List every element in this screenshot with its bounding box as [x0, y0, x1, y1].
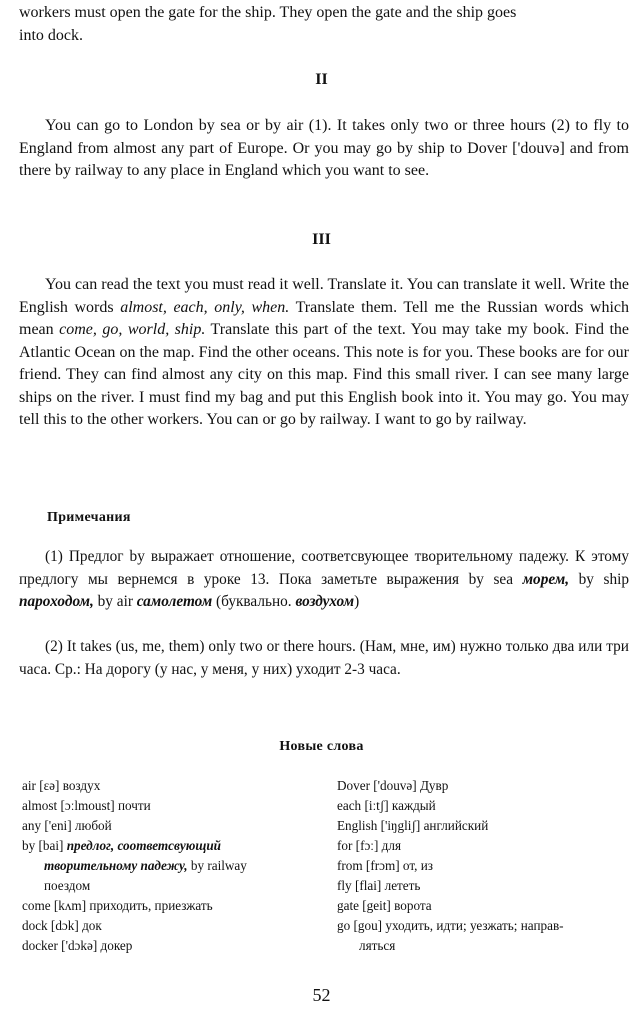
vocab-translation: каждый [391, 798, 436, 813]
vocab-word: go [gou] [337, 918, 383, 933]
vocab-word: dock [dɔk] [22, 918, 79, 933]
section-3-text-2: Translate them. Tell me the Russian words which mean [19, 298, 630, 338]
section-3-text-1: You can read the text you must read it well. Translate it. You can translate it well. Write the English words [19, 276, 629, 316]
vocab-entry [22, 836, 332, 856]
section-3-heading: III [312, 231, 331, 248]
intro-paragraph [19, 2, 629, 47]
section-3-italic-1: almost, each, only, when. [120, 298, 290, 316]
note-1-text-h: воздухом [295, 593, 355, 610]
vocab-translation: приходить, приезжать [89, 898, 213, 913]
vocab-word: English ['iŋgliʃ] [337, 818, 421, 833]
vocab-word: for [fɔː] [337, 838, 379, 853]
vocab-translation: поездом [44, 878, 91, 893]
vocab-entry [337, 796, 637, 816]
vocab-translation: для [381, 838, 402, 853]
vocab-entry-continued [337, 936, 637, 956]
vocab-translation: Дувр [419, 778, 449, 793]
vocab-word: by [bai] [22, 838, 64, 853]
vocab-translation: любой [74, 818, 112, 833]
vocab-entry [337, 896, 637, 916]
section-2-heading: II [315, 71, 328, 88]
vocab-entry-continued [22, 856, 332, 876]
vocab-word: each [iːtʃ] [337, 798, 389, 813]
vocab-entry [22, 776, 332, 796]
vocab-translation: ляться [359, 938, 396, 953]
vocab-word: gate [geit] [337, 898, 391, 913]
vocab-translation: док [82, 918, 102, 933]
note-1-text-c: by ship [569, 570, 629, 588]
vocab-word: from [frɔm] [337, 858, 400, 873]
page-number: 52 [312, 985, 331, 1005]
vocab-word: almost [ɔːlmoust] [22, 798, 115, 813]
note-1-text-a: (1) Предлог by выражает отношение, соответсвующее творительному падежу. К этому предлогу мы вернемся в уроке 13. Пока заметьте выражения by sea [19, 548, 629, 588]
vocab-translation: почти [117, 798, 151, 813]
vocab-word: come [kʌm] [22, 898, 87, 913]
vocab-word: by railway [190, 858, 247, 873]
section-2-text: You can go to London by sea or by air (1). It takes only two or three hours (2) to fly to England from almost any part of Europe. Or you may go by ship to Dover ['douvə] and from there by railway to any place in England which you want to see. [19, 117, 629, 179]
section-3-italic-2: come, go, world, ship. [59, 321, 206, 338]
vocab-entry [22, 936, 332, 956]
vocab-entry [337, 776, 637, 796]
intro-line-1: workers must open the gate for the ship. They open the gate and the ship goes [19, 4, 517, 21]
vocab-entry [22, 896, 332, 916]
vocab-translation: английский [423, 818, 489, 833]
note-2 [19, 636, 629, 681]
vocab-word: docker ['dɔkə] [22, 938, 98, 953]
vocab-left-column [22, 776, 332, 956]
vocab-entry [22, 796, 332, 816]
vocab-title: Новые слова [279, 739, 364, 754]
vocab-entry [22, 916, 332, 936]
note-1-text-g: (буквально. [212, 593, 296, 610]
note-1 [19, 546, 629, 614]
vocab-translation: творительному падежу, [44, 858, 188, 873]
vocab-entry [337, 816, 637, 836]
vocab-word: fly [flai] [337, 878, 382, 893]
section-2-paragraph [19, 115, 629, 183]
vocab-entry [337, 876, 637, 896]
vocab-entry-continued [22, 876, 332, 896]
note-1-text-b: морем, [522, 570, 570, 588]
vocab-entry [337, 856, 637, 876]
vocab-entry [337, 916, 637, 936]
vocab-translation: докер [100, 938, 133, 953]
note-2-text: (2) It takes (us, me, them) only two or there hours. (Нам, мне, им) нужно только два или три часа. Ср.: На дорогу (у нас, у меня, у них) уходит 2-3 часа. [19, 638, 629, 678]
vocab-word: air [ɛə] [22, 778, 60, 793]
vocab-translation: уходить, идти; уезжать; направ- [385, 918, 564, 933]
vocab-translation: предлог, соответсвующий [66, 838, 222, 853]
note-1-text-f: самолетом [136, 593, 213, 610]
vocab-word: any ['eni] [22, 818, 72, 833]
vocab-translation: лететь [384, 878, 421, 893]
vocab-entry [337, 836, 637, 856]
notes-title: Примечания [47, 510, 131, 525]
vocab-translation: от, из [402, 858, 433, 873]
vocab-translation: воздух [62, 778, 101, 793]
vocab-right-column [337, 776, 637, 956]
vocab-entry [22, 816, 332, 836]
note-1-text-d: пароходом, [19, 593, 94, 610]
section-3-text-3: Translate this part of the text. You may take my book. Find the Atlantic Ocean on the map. Find the other oceans. This note is for you. These books are for our friend. They can find almost any city on this map. Find this small river. I can see many large ships on the river. I must find my bag and put this English book into it. You may go. You may tell this to the other workers. You can or go by railway. I want to go by railway. [19, 321, 630, 428]
note-1-text-e: by air [93, 593, 137, 610]
vocab-translation: ворота [394, 898, 432, 913]
intro-line-2: into dock. [19, 26, 83, 44]
note-1-text-i: ) [354, 593, 360, 610]
section-3-paragraph [19, 274, 629, 432]
vocab-word: Dover ['douvə] [337, 778, 417, 793]
